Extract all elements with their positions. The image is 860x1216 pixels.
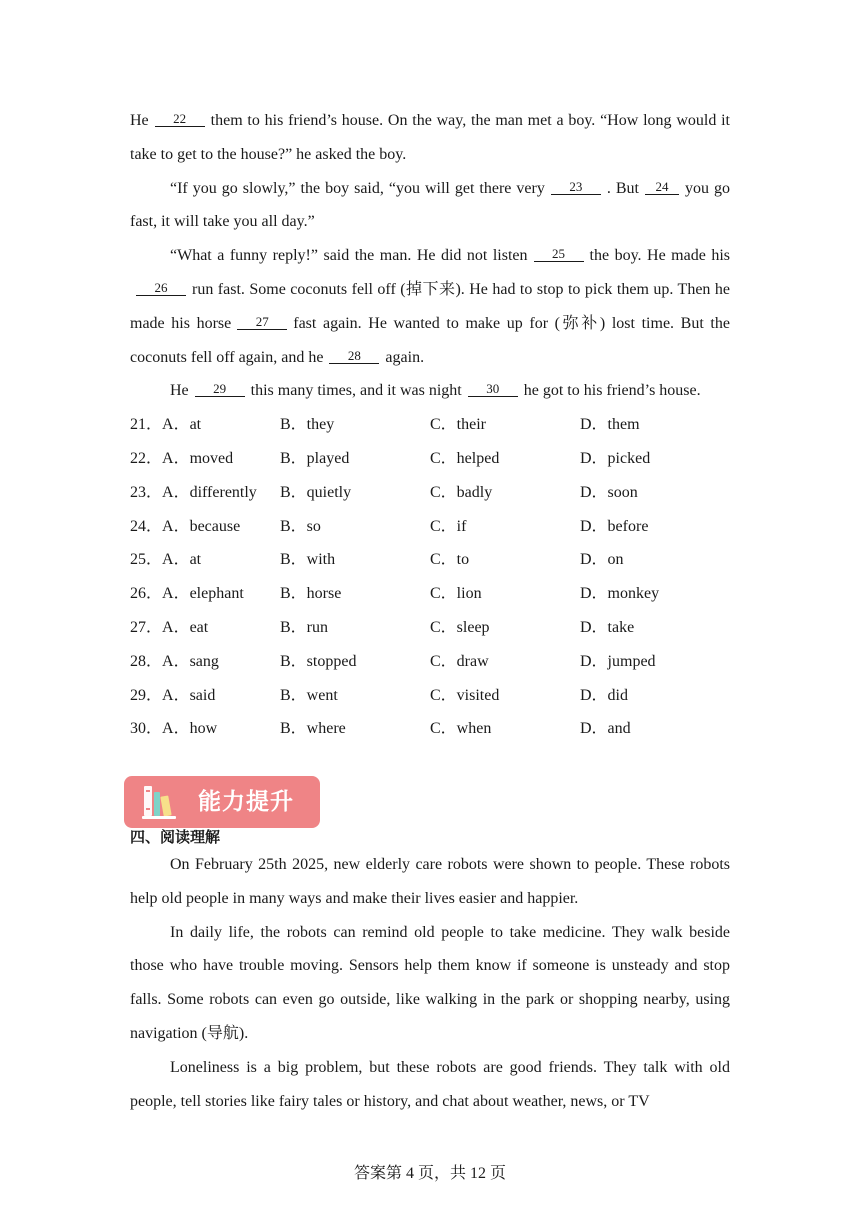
option-a: A．at (162, 416, 202, 434)
option-cell (430, 611, 580, 645)
option-d: D．monkey (580, 585, 660, 603)
option-cell (580, 645, 730, 679)
options-list (130, 408, 730, 746)
text: them to his friend’s house. On the way, the man met a boy. “How long would it take to get to the house?” he asked the boy. (130, 112, 730, 163)
books-icon (142, 784, 176, 820)
option-c: C．if (430, 517, 467, 535)
option-cell (430, 679, 580, 713)
text: the boy. He made his (589, 247, 731, 265)
option-cell (280, 712, 430, 746)
option-c: C．to (430, 551, 470, 569)
reading-paragraph-1: On February 25th 2025, new elderly care robots were shown to people. These robots help old people in many ways and make their lives easier and happier. (130, 856, 730, 907)
option-b: B．played (280, 449, 350, 467)
option-cell (580, 442, 730, 476)
option-cell (130, 645, 280, 679)
option-cell (430, 510, 580, 544)
reading-passage (130, 848, 730, 1118)
reading-paragraph-3: Loneliness is a big problem, but these robots are good friends. They talk with old people, tell stories like fairy tales or history, and chat about weather, news, or TV (130, 1058, 730, 1110)
option-cell (280, 577, 430, 611)
option-cell (280, 645, 430, 679)
question-row (130, 712, 730, 746)
option-a: A．moved (162, 449, 234, 467)
text: fast again. He wanted to make up for (弥补) lost time. But the coconuts fell off again, and he (130, 314, 730, 366)
cloze-paragraph-1 (130, 104, 730, 172)
question-row (130, 645, 730, 679)
option-cell (430, 712, 580, 746)
option-a: A．sang (162, 652, 219, 670)
blank-22: 22 (155, 111, 205, 127)
question-number: 26． (130, 585, 163, 603)
question-row (130, 543, 730, 577)
option-c: C．sleep (430, 618, 490, 636)
option-cell (580, 476, 730, 510)
option-c: C．their (430, 416, 486, 434)
option-c: C．draw (430, 652, 489, 670)
cloze-paragraph-4 (130, 374, 730, 408)
text: He (130, 112, 149, 129)
section-title: 四、阅读理解 (130, 828, 221, 846)
option-cell (130, 442, 280, 476)
text: He (170, 382, 189, 400)
question-row (130, 611, 730, 645)
option-a: A．differently (162, 483, 257, 501)
option-a: A．because (162, 517, 241, 535)
option-d: D．them (580, 416, 640, 434)
option-cell (430, 543, 580, 577)
question-row (130, 408, 730, 442)
option-d: D．take (580, 618, 635, 636)
blank-25: 25 (534, 246, 584, 262)
question-row (130, 510, 730, 544)
option-c: C．when (430, 720, 492, 738)
option-d: D．picked (580, 449, 651, 467)
option-cell (580, 543, 730, 577)
option-b: B．so (280, 517, 321, 535)
option-d: D．before (580, 517, 649, 535)
option-cell (430, 408, 580, 442)
text: again. (385, 348, 425, 366)
option-cell (580, 510, 730, 544)
page-footer: 答案第 4 页，共 12 页 (353, 1165, 506, 1182)
option-cell (580, 408, 730, 442)
option-cell (580, 577, 730, 611)
question-row (130, 442, 730, 476)
text: run fast. Some coconuts fell off (掉下来). He had to stop to pick them up. Then he made his horse (130, 280, 730, 332)
option-a: A．eat (162, 618, 209, 636)
option-cell (130, 510, 280, 544)
option-b: B．went (280, 686, 338, 704)
option-b: B．horse (280, 585, 342, 603)
option-cell (280, 543, 430, 577)
question-number: 28． (130, 652, 163, 670)
text: he got to his friend’s house. (523, 382, 701, 400)
option-cell (580, 712, 730, 746)
option-cell (430, 577, 580, 611)
question-number: 30． (130, 720, 163, 738)
question-number: 21． (130, 416, 163, 434)
text: this many times, and it was night (250, 382, 462, 400)
option-c: C．badly (430, 483, 493, 501)
option-c: C．helped (430, 449, 500, 467)
option-d: D．and (580, 720, 631, 738)
blank-23: 23 (551, 179, 601, 195)
option-cell (430, 442, 580, 476)
cloze-paragraph-3 (130, 239, 730, 374)
option-cell (280, 408, 430, 442)
option-cell (580, 679, 730, 713)
option-cell (430, 645, 580, 679)
option-cell (280, 611, 430, 645)
option-d: D．on (580, 551, 624, 569)
option-cell (280, 442, 430, 476)
question-number: 22． (130, 449, 163, 467)
option-a: A．at (162, 551, 202, 569)
badge-label: 能力提升 (198, 789, 294, 815)
text: . But (606, 179, 639, 197)
reading-paragraph-2: In daily life, the robots can remind old people to take medicine. They walk beside those who have trouble moving. Sensors help them know if someone is unsteady and stop falls. Some robots can even go outside, like walking in the park or shopping nearby, using navigation (导航). (130, 923, 730, 1042)
question-number: 27． (130, 618, 163, 636)
option-cell (130, 712, 280, 746)
text: you go fast, it will take you all day.” (130, 179, 731, 231)
blank-27: 27 (237, 314, 287, 330)
text: “What a funny reply!” said the man. He did not listen (170, 247, 528, 265)
option-cell (430, 476, 580, 510)
option-b: B．they (280, 416, 335, 434)
option-cell (280, 476, 430, 510)
option-cell (280, 510, 430, 544)
option-d: D．soon (580, 483, 638, 501)
option-cell (580, 611, 730, 645)
option-a: A．elephant (162, 585, 244, 603)
option-cell (130, 611, 280, 645)
option-b: B．where (280, 720, 346, 738)
option-cell (130, 577, 280, 611)
blank-28: 28 (329, 348, 379, 364)
blank-29: 29 (195, 381, 245, 397)
question-number: 25． (130, 551, 163, 569)
option-cell (130, 679, 280, 713)
option-c: C．visited (430, 686, 500, 704)
blank-30: 30 (468, 381, 518, 397)
question-number: 24． (130, 517, 163, 535)
option-b: B．run (280, 618, 329, 636)
option-cell (130, 408, 280, 442)
option-b: B．quietly (280, 483, 352, 501)
option-cell (130, 476, 280, 510)
blank-26: 26 (136, 280, 186, 296)
question-number: 29． (130, 686, 163, 704)
option-d: D．jumped (580, 652, 656, 670)
option-c: C．lion (430, 585, 482, 603)
option-cell (130, 543, 280, 577)
option-b: B．stopped (280, 652, 357, 670)
option-d: D．did (580, 686, 629, 704)
option-a: A．how (162, 720, 218, 738)
option-cell (280, 679, 430, 713)
text: “If you go slowly,” the boy said, “you will get there very (170, 179, 545, 197)
option-b: B．with (280, 551, 336, 569)
option-a: A．said (162, 686, 216, 704)
question-row (130, 577, 730, 611)
question-row (130, 679, 730, 713)
cloze-passage (130, 104, 730, 746)
question-number: 23． (130, 483, 163, 501)
question-row (130, 476, 730, 510)
cloze-paragraph-2 (130, 172, 730, 240)
ability-badge (124, 776, 320, 828)
blank-24: 24 (645, 179, 679, 195)
